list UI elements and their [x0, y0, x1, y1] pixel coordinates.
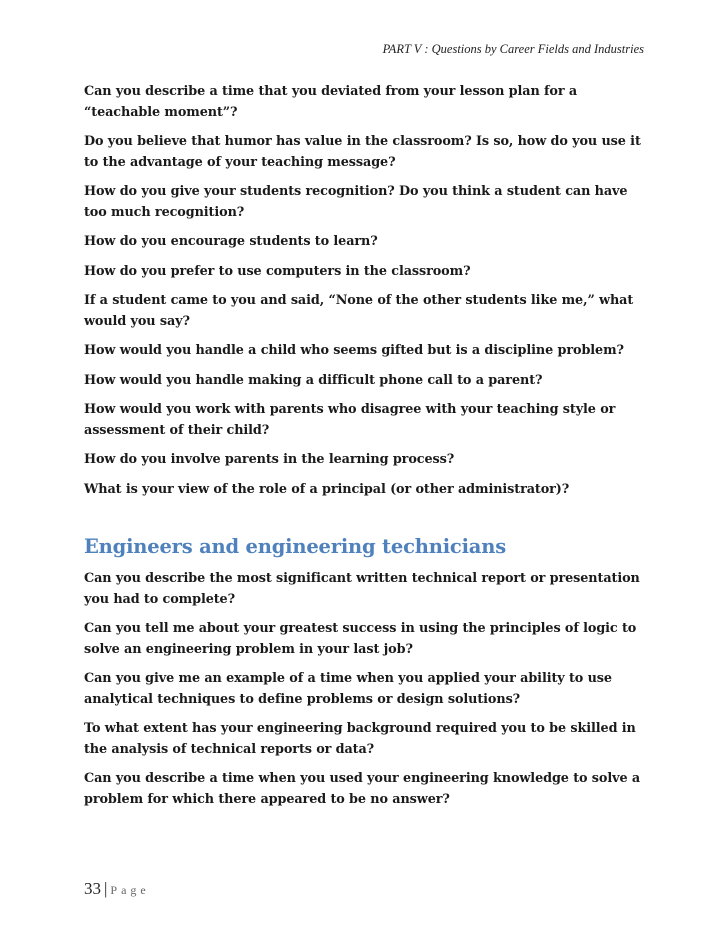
question: Can you describe the most significant written technical report or presentation you had to complete?: [84, 571, 640, 607]
footer-separator: |: [104, 879, 108, 898]
question: Can you describe a time that you deviated from your lesson plan for a “teachable moment”?: [84, 84, 578, 120]
section-heading-engineers: Engineers and engineering technicians: [84, 535, 506, 558]
teachers-question-list: [84, 82, 644, 500]
question: Do you believe that humor has value in the classroom? Is so, how do you use it to the advantage of your teaching message?: [84, 134, 641, 170]
question: How would you work with parents who disagree with your teaching style or assessment of their child?: [84, 402, 616, 438]
question: How would you handle a child who seems gifted but is a discipline problem?: [84, 343, 624, 358]
question: Can you describe a time when you used your engineering knowledge to solve a problem for which there appeared to be no answer?: [84, 771, 641, 807]
question: Can you tell me about your greatest success in using the principles of logic to solve an engineering problem in your last job?: [84, 621, 637, 657]
question: How do you involve parents in the learning process?: [84, 452, 455, 467]
question: Can you give me an example of a time when you applied your ability to use analytical techniques to define problems or design solutions?: [84, 671, 612, 707]
page-content: [84, 82, 644, 819]
engineers-question-list: [84, 569, 644, 810]
question: If a student came to you and said, “None of the other students like me,” what would you say?: [84, 293, 634, 329]
question: To what extent has your engineering background required you to be skilled in the analysis of technical reports or data?: [84, 721, 636, 757]
page-number: 33: [84, 879, 101, 898]
question: How would you handle making a difficult phone call to a parent?: [84, 372, 543, 388]
page-label: Page: [110, 883, 150, 897]
page-footer: [84, 879, 150, 899]
question: How do you give your students recognition? Do you think a student can have too much recognition?: [84, 184, 628, 220]
question: What is your view of the role of a principal (or other administrator)?: [84, 481, 570, 497]
question: How do you prefer to use computers in the classroom?: [84, 263, 471, 279]
question: How do you encourage students to learn?: [84, 234, 378, 249]
running-header: PART V : Questions by Career Fields and Industries: [382, 42, 644, 56]
